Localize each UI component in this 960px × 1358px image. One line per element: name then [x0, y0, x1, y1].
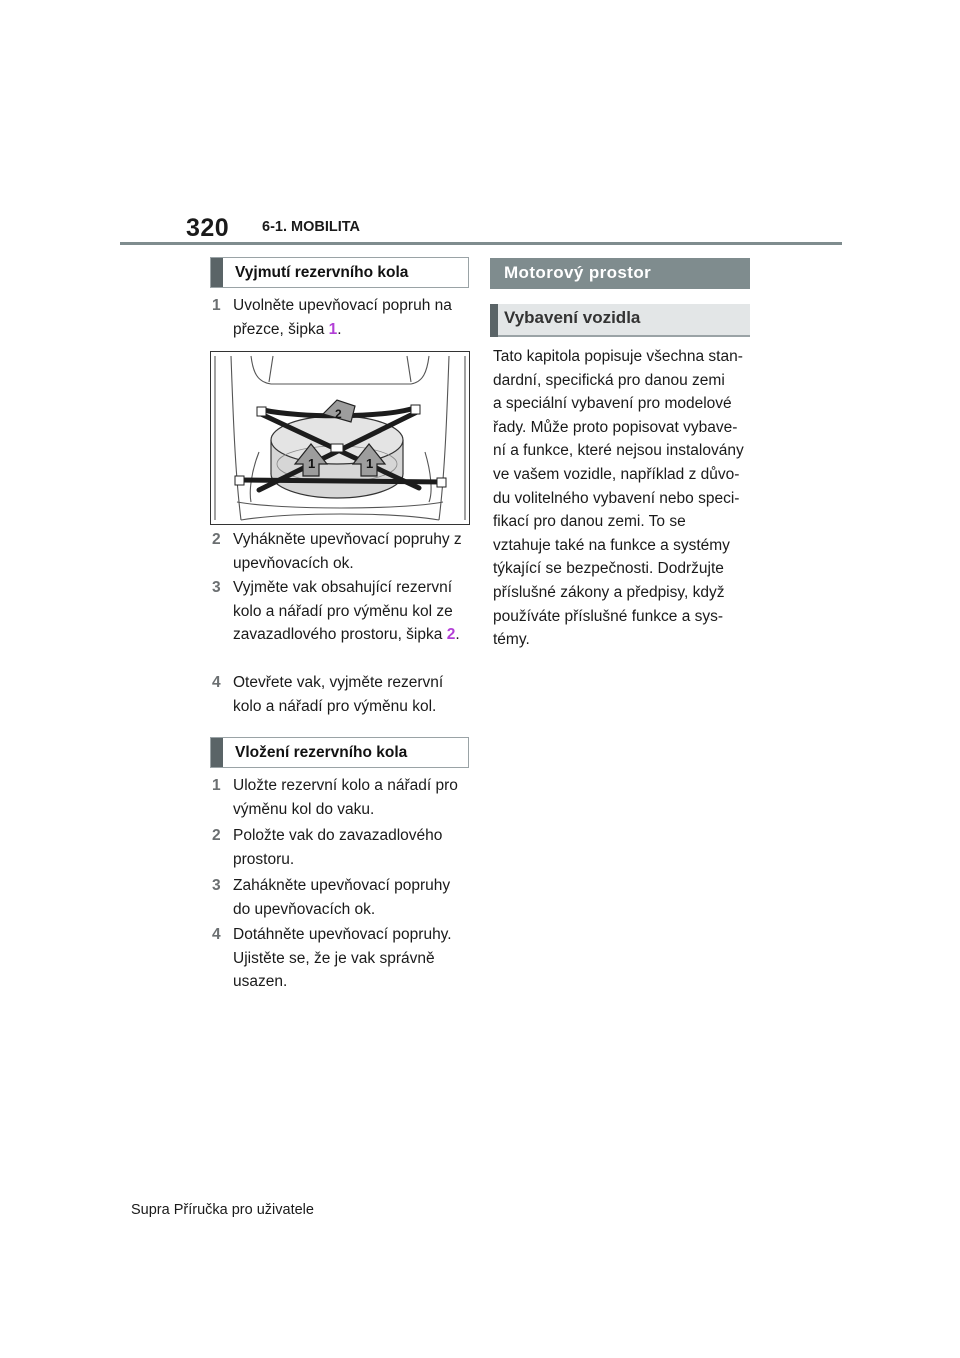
step-number: 3 [212, 877, 221, 894]
step-text: Uvolněte upevňovací popruh na přezce, šipka 1. [233, 297, 452, 338]
step-text: Položte vak do zavazadlového prostoru. [233, 827, 443, 868]
figure-label-2: 2 [335, 407, 342, 421]
arrow-ref-1: 1 [328, 320, 338, 338]
figure-label-1-right: 1 [366, 456, 374, 471]
heading-text: Vyjmutí rezervního kola [235, 263, 409, 281]
section-heading-engine-bay [490, 258, 750, 289]
step-number: 2 [212, 827, 221, 844]
arrow-ref-2: 2 [446, 626, 456, 643]
remove-step-4 [212, 671, 468, 718]
insert-step-1 [212, 774, 468, 821]
heading-text: Motorový prostor [504, 263, 652, 282]
step-text: Dotáhněte upevňovací popruhy. Ujistěte se, že je vak správně usazen. [233, 926, 452, 990]
spare-wheel-figure [210, 351, 470, 525]
remove-step-1 [212, 294, 468, 341]
remove-step-2 [212, 528, 468, 575]
step-number: 1 [212, 777, 221, 794]
section-heading-insert [210, 737, 469, 768]
figure-label-1-left: 1 [308, 456, 316, 471]
heading-bar [211, 258, 223, 287]
step-number: 4 [212, 674, 221, 691]
step-number: 4 [212, 926, 221, 943]
page-number: 320 [186, 214, 230, 242]
step-text: Zahákněte upevňovací popruhy do upevňovacích ok. [233, 877, 451, 918]
insert-step-3 [212, 874, 468, 921]
header-divider [120, 242, 842, 245]
step-text: Uložte rezervní kolo a nářadí pro výměnu kol do vaku. [233, 777, 458, 818]
remove-step-3 [212, 576, 470, 647]
heading-text: Vložení rezervního kola [235, 743, 408, 761]
step-text: Vyjměte vak obsahující rezervní kolo a nářadí pro výměnu kol ze zavazadlového prostoru, šipka 2. [233, 579, 460, 643]
equipment-paragraph: Tato kapitola popisuje všechna stan- dardní, specifická pro danou zemi a speciální vybavení pro modelové řady. Může proto popisovat vybave- ní a funkce, které nejsou instalovány ve vašem vozidle, například z důvo- du volitelného vybavení nebo speci- fikací pro danou zemi. To se vztahuje také na funkce a systémy týkající se bezpečnosti. Dodržujte příslušné zákony a předpisy, když používáte příslušné funkce a sys- témy. [493, 348, 744, 649]
subsection-heading-equipment [490, 304, 750, 337]
heading-bar [490, 304, 498, 337]
section-heading-remove [210, 257, 469, 288]
insert-step-2 [212, 824, 468, 871]
step-text: Vyhákněte upevňovací popruhy z upevňovacích ok. [233, 531, 462, 572]
step-number: 2 [212, 531, 221, 548]
heading-bar [211, 738, 223, 767]
step-text: Otevřete vak, vyjměte rezervní kolo a nářadí pro výměnu kol. [233, 674, 444, 715]
step-number: 3 [212, 579, 221, 596]
step-number: 1 [212, 297, 221, 314]
chapter-title: 6-1. MOBILITA [262, 219, 361, 235]
footer-text: Supra Příručka pro uživatele [131, 1202, 314, 1218]
insert-step-4 [212, 923, 468, 994]
heading-text: Vybavení vozidla [504, 308, 641, 327]
